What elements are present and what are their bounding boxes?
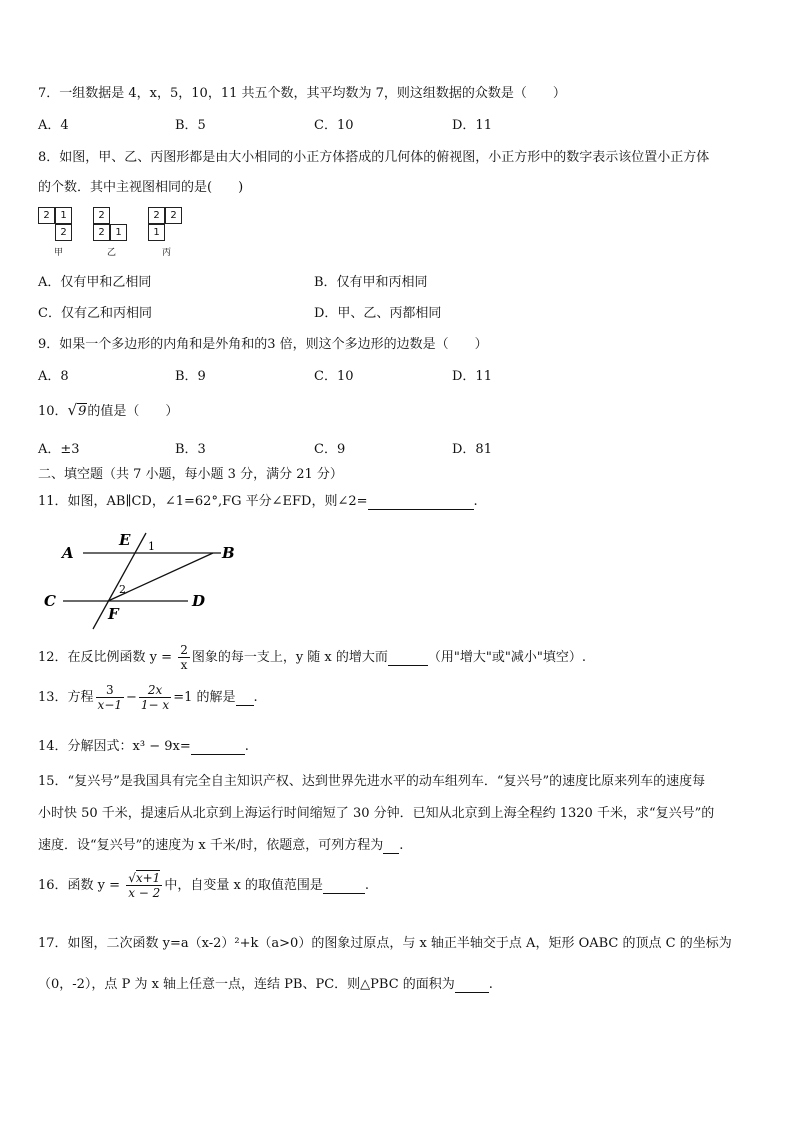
q9-option-b: B．9 [175,369,206,384]
q10-radicand: 9 [78,404,87,419]
yi-label: 乙 [107,248,117,258]
q13-f2-denominator: 1− x [140,698,170,712]
q17-end: . [488,977,493,992]
yi-cell-3: 1 [110,224,127,241]
q14-prefix: 14．分解因式： [38,739,133,754]
question-15-line-2: 小时快 50 千米，提速后从北京到上海运行时间缩短了 30 分钟．已知从北京到上海全程约 1320 千米，求“复兴号”的 [38,806,715,821]
question-17-line-2 [38,973,493,993]
jia-label: 甲 [54,248,64,258]
q16-fraction [126,871,162,900]
q10-option-d: D．81 [452,442,492,457]
question-7: 7．一组数据是 4，x，5，10，11 共五个数，其平均数为 7，则这组数据的众数是（ ） [38,86,566,101]
question-13 [38,683,258,712]
question-10 [38,400,178,419]
label-c: C [44,592,56,610]
question-11 [38,490,478,510]
q13-fraction-2 [139,683,171,712]
q15-line-3-text: 速度．设“复兴号”的速度为 x 千米/时，依题意，可列方程为 [38,838,384,853]
q13-f1-numerator: 3 [96,683,124,698]
q17-line-2-text: （0，-2），点 P 为 x 轴上任意一点，连结 PB、PC．则△PBC 的面积为 [38,977,455,992]
q14-expression: x³ − 9x= [132,739,191,754]
q13-answer-blank [236,690,254,706]
q7-option-d: D．11 [452,118,492,133]
q16-answer-blank [323,878,365,894]
q15-answer-blank [383,838,399,854]
section-title-fill-in: 二、填空题（共 7 小题，每小题 3 分，满分 21 分） [38,467,343,482]
q7-option-b: B．5 [175,118,206,133]
q12-answer-blank [388,650,428,666]
q12-denominator: x [180,658,188,672]
q10-option-a: A．±3 [38,442,80,457]
yi-cell-2: 2 [93,224,110,241]
q13-suffix: =1 的解是 [173,690,236,705]
bing-cell-1: 2 [148,207,165,224]
q17-answer-blank [455,977,489,993]
q10-option-c: C．9 [314,442,346,457]
sqrt-symbol: √ [67,401,78,419]
question-17-line-1: 17．如图，二次函数 y=a（x-2）²+k（a>0）的图象过原点，与 x 轴正半轴交于点 A，矩形 OABC 的顶点 C 的坐标为 [38,936,732,951]
q7-option-a: A．4 [38,118,69,133]
q12-prefix: 12．在反比例函数 y = [38,650,177,665]
q10-suffix: 的值是（ ） [87,404,179,419]
jia-cell-3: 2 [55,224,72,241]
question-9: 9．如果一个多边形的内角和是外角和的3 倍，则这个多边形的边数是（ ） [38,337,488,352]
question-15-line-3 [38,834,403,854]
q9-option-c: C．10 [314,369,354,384]
q16-end: . [364,878,370,893]
q11-answer-blank [368,494,474,510]
q13-f2-numerator: 2x [139,683,171,698]
q13-f1-denominator: x−1 [97,698,123,712]
q11-end: . [473,494,478,509]
q16-numerator [126,871,162,886]
question-12 [38,643,586,672]
angle-1-label: 1 [148,540,155,553]
question-15-line-1: 15．“复兴号”是我国具有完全自主知识产权、达到世界先进水平的动车组列车．“复兴号”的速度比原来列车的速度每 [38,774,706,789]
question-14 [38,735,249,755]
q14-end: . [244,739,249,754]
q10-option-b: B．3 [175,442,206,457]
q13-prefix: 13．方程 [38,690,94,705]
q7-option-c: C．10 [314,118,354,133]
q9-option-d: D．11 [452,369,492,384]
jia-cell-1: 2 [38,207,55,224]
q10-prefix: 10． [38,404,68,419]
q8-option-d: D．甲、乙、丙都相同 [314,306,442,321]
q15-end: . [399,838,404,853]
q16-prefix: 16．函数 y = [38,878,125,893]
q9-option-a: A．8 [38,369,69,384]
angle-2-label: 2 [119,583,126,596]
bing-cell-3: 1 [148,224,165,241]
q13-fraction-1 [96,683,124,712]
q14-answer-blank [191,739,245,755]
q12-numerator: 2 [180,643,188,657]
q12-hint: （用"增大"或"减小"填空）. [427,650,586,665]
q13-end: . [253,690,258,705]
label-e: E [119,531,131,549]
bing-label: 丙 [162,248,172,258]
label-b: B [222,544,235,562]
q16-suffix: 中，自变量 x 的取值范围是 [164,878,323,893]
label-d: D [192,592,206,610]
question-16 [38,871,369,900]
q8-option-b: B．仅有甲和丙相同 [314,275,428,290]
label-f: F [108,605,119,623]
q8-option-c: C．仅有乙和丙相同 [38,306,152,321]
question-8-line-1: 8．如图，甲、乙、丙图形都是由大小相同的小正方体搭成的几何体的俯视图，小正方形中的数字表示该位置小正方体 [38,150,710,165]
q16-denominator: x − 2 [128,886,161,900]
parallel-lines-figure [38,527,248,635]
sqrt-symbol-q16: √ [128,871,136,885]
jia-cell-2: 1 [55,207,72,224]
question-8-line-2: 的个数．其中主视图相同的是( ) [38,180,244,195]
label-a: A [62,544,74,562]
q12-suffix: 图象的每一支上，y 随 x 的增大而 [191,650,388,665]
q13-minus: − [126,690,137,705]
bing-cell-2: 2 [165,207,182,224]
q16-numerator-radicand: x+1 [135,871,161,885]
yi-cell-1: 2 [93,207,110,224]
q8-option-a: A．仅有甲和乙相同 [38,275,152,290]
q12-fraction [178,643,190,672]
q11-text: 11．如图，AB∥CD，∠1=62°,FG 平分∠EFD，则∠2= [38,494,368,509]
